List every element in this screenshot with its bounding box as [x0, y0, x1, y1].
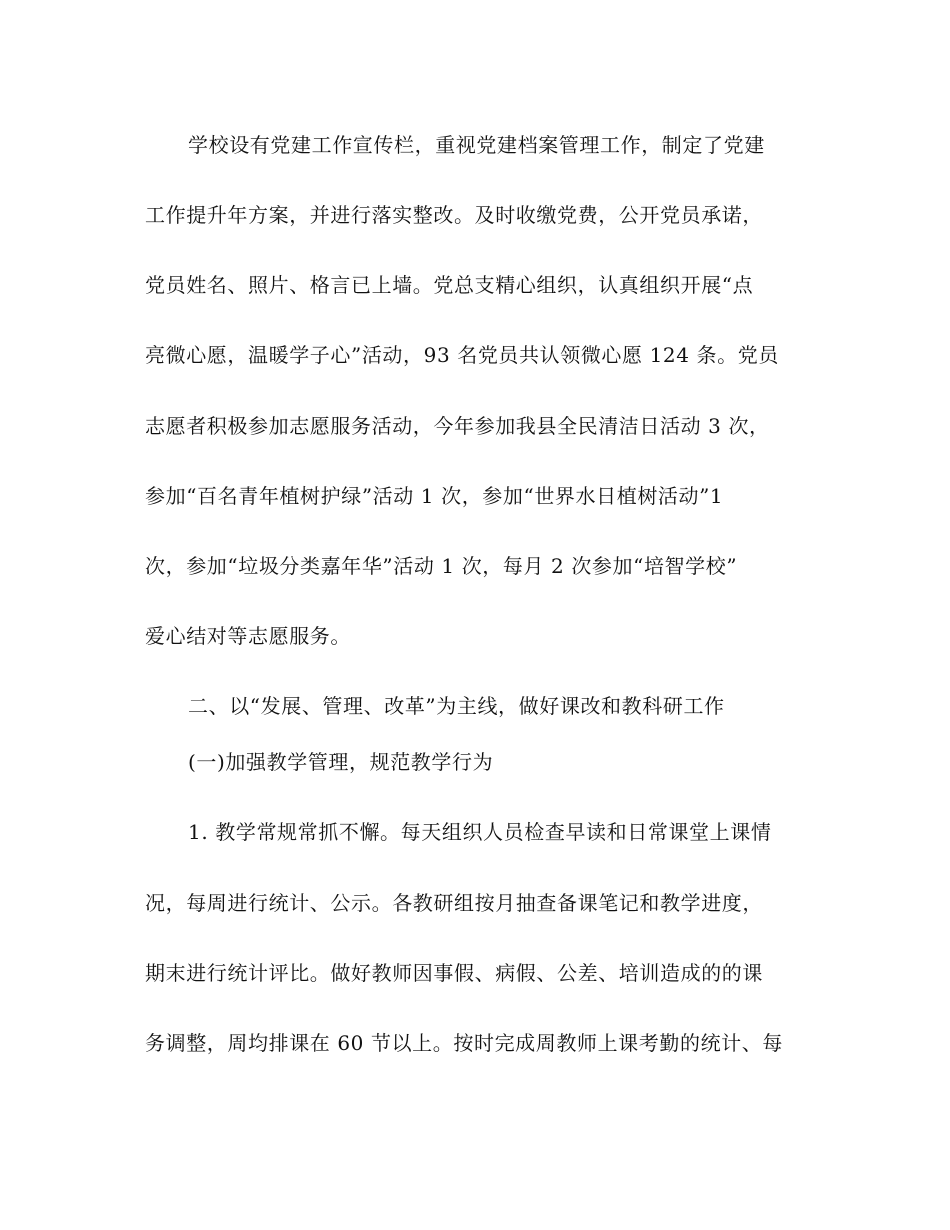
- paragraph-line-7: 次，参加“垃圾分类嘉年华”活动 1 次，每月 2 次参加“培智学校”: [145, 554, 738, 578]
- paragraph-line-5: 志愿者积极参加志愿服务活动，今年参加我县全民清洁日活动 3 次，: [145, 414, 770, 438]
- paragraph-line-6: 参加“百名青年植树护绿”活动 1 次，参加“世界水日植树活动”1: [145, 484, 724, 508]
- paragraph-line-8: 爱心结对等志愿服务。: [145, 624, 351, 648]
- subsection-heading: (一)加强教学管理，规范教学行为: [188, 750, 494, 774]
- paragraph-line-3: 党员姓名、照片、格言已上墙。党总支精心组织，认真组织开展“点: [145, 273, 754, 297]
- paragraph-line-2: 工作提升年方案，并进行落实整改。及时收缴党费，公开党员承诺，: [145, 203, 763, 227]
- paragraph-line-10: 况，每周进行统计、公示。各教研组按月抽查备课笔记和教学进度，: [145, 891, 763, 915]
- paragraph-line-4: 亮微心愿，温暖学子心”活动，93 名党员共认领微心愿 124 条。党员: [145, 343, 779, 367]
- paragraph-line-1: 学校设有党建工作宣传栏，重视党建档案管理工作，制定了党建: [188, 133, 765, 157]
- paragraph-line-12: 务调整，周均排课在 60 节以上。按时完成周教师上课考勤的统计、每: [145, 1031, 783, 1055]
- paragraph-line-9: 1. 教学常规常抓不懈。每天组织人员检查早读和日常课堂上课情: [188, 820, 772, 844]
- section-heading: 二、以“发展、管理、改革”为主线，做好课改和教科研工作: [188, 694, 725, 718]
- paragraph-line-11: 期末进行统计评比。做好教师因事假、病假、公差、培训造成的的课: [145, 961, 763, 985]
